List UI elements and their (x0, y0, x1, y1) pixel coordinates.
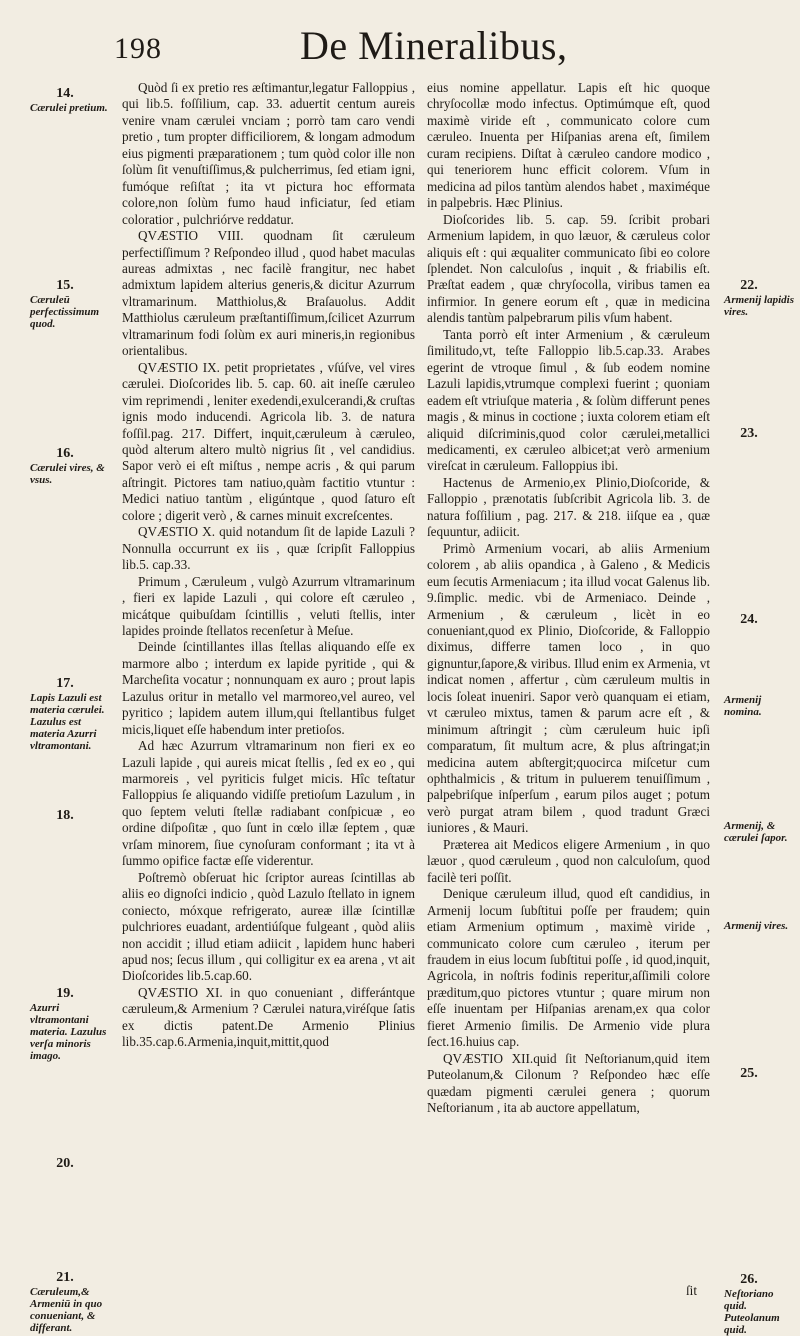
margin-note-text: Azurri vltramontani materia. Lazulus verſa minoris imago. (30, 1002, 107, 1062)
paragraph: eius nomine appellatur. Lapis eſt hic quoque chryſocollæ modo infectus. Optimúmque eſt, quod maximè viride eſt , communicato colore cum cæruleo. Inuenta per Hiſpanias arena eſt, ſimilem curam recipiens. Diſtat à cæruleo candore modico , qui teneriorem hunc efficit colorem. Vſum in medicina ad pilos tantùm alendos habet , maximéque in palpebris. Hæc Plinius. (427, 80, 710, 211)
margin-note (30, 676, 118, 752)
paragraph: Denique cæruleum illud, quod eſt candidius, in Armenij locum ſubſtitui poſſe per fraudem; quin etiam Armenium optimum , maximè viride , communicato colore cum cæruleo , iterum per fraudem in eius locum ſubſtitui poſſe , id quod,inquit, Agricola, in noſtris fodinis reperitur,aſſimili colore præditum,quo pictores vtuntur ; quare mirum non eſſe inuentam per Hiſpanias arenam,ex qua color fieret Armenio ſimilis. De Armenio vide plura ſect.16.huius cap. (427, 886, 710, 1050)
margin-note-number: 21. (56, 1270, 74, 1285)
paragraph: Tanta porrò eſt inter Armenium , & cæruleum ſimilitudo,vt, teſte Falloppio lib.5.cap.33. Arabes egerint de vtroque ſimul , & ſub eodem nomine Lazuli lapidis,vtrumque complexi fuerint ; quoniam eadem eſt vtriuſque materia , & ſolùm differunt penes magis , & minus in coctione ; iuxta colorem etiam eſt aliquid diſcriminis,quod color cærulei,metallici medicamenti, ex cæruleo albicet;at verò armenium vireſcat in cæruleum. Falloppius ibi. (427, 326, 710, 474)
margin-note-number: 26. (740, 1272, 758, 1287)
margin-note-number: 25. (740, 1066, 758, 1081)
right-margin-notes (724, 80, 794, 1336)
paragraph: Quòd ſi ex pretio res æſtimantur,legatur Falloppius , qui lib.5. foſſilium, cap. 33. aduertit centum aureis venire vnam cærulei vnciam ; porrò tam caro vendi pretio , tum propter difficiliorem, & longam admodum eius pigmenti præparationem ; tum quòd color ille non ſolùm ſit venuſtiſſimus,& pulcherrimus, ſed etiam igni, fumóque reſiſtat ; ita vt pictura hoc efformata colore,non ſolùm fumo haud inficiatur, ſed etiam coloratior , pulchriórve reddatur. (122, 80, 415, 227)
left-column (122, 80, 415, 1051)
paragraph: QVÆSTIO XII.quid ſit Neſtorianum,quid item Puteolanum,& Cilonum ? Reſpondeo hæc eſſe quædam pigmenti cærulei genera ; quorum Neſtorianum , ita ab auctore appellatum, (427, 1050, 710, 1116)
paragraph: Dioſcorides lib. 5. cap. 59. ſcribit probari Armenium lapidem, in quo læuor, & cæruleus color aliquis eſt : qui æqualiter communicato ſibi eo colore ſplendet. Non calculoſus , inquit , & friabilis eſt. Præſtat eadem , quæ chryſocolla, viribus tamen ea infirmior. In genere eorum eſt , quæ in medicina alendis tantùm palpebrarum pilis vſum habent. (427, 211, 710, 326)
margin-note (724, 820, 794, 844)
page-number: 198 (114, 32, 162, 65)
paragraph: Ad hæc Azurrum vltramarinum non fieri ex eo Lazuli lapide , qui aureis micat ſtellis , ſed ex eo , qui marmoreis , vel pyriticis fulget micis. Hîc teſtatur Falloppius ſe aliquando vidiſſe pretioſum Lazulum , in quo ſeptem veluti ſtellæ radiabant conſpicuæ , eo ordine diſpoſitæ , quo ſunt in cœlo illæ ſeptem , quæ vrſam minorem, ſiue cynoſuram conformant ; ita vt à ſummo opifice factæ eſſe viderentur. (122, 738, 415, 869)
margin-note-text: Armenij nomina. (724, 694, 762, 718)
paragraph: Primum , Cæruleum , vulgò Azurrum vltramarinum , fieri ex lapide Lazuli , qui colore eſt cæruleo , micátque quibuſdam ſcintillis , veluti ſtellis, inter lapides proinde ſtellatos recenſetur à Meſue. (122, 573, 415, 638)
margin-note-text: Lapis Lazuli est materia cærulei. Lazulus est materia Azurri vltramontani. (30, 692, 105, 752)
left-margin-notes (30, 80, 118, 1334)
margin-note-number: 16. (56, 446, 74, 461)
margin-note (30, 808, 118, 824)
margin-note (30, 1270, 118, 1334)
paragraph: Deinde ſcintillantes illas ſtellas aliquando eſſe ex marmore albo ; interdum ex lapide pyritide , qui & Marcheſita vocatur ; nonnunquam ex auro ; prout lapis Lazulus oritur in metallo vel marmoreo,vel aureo, vel pyritico ; lapidem autem illum,qui ſtellantibus fulget micis,liquet eſſe habendum inter pretioſos. (122, 639, 415, 737)
margin-note-number: 14. (56, 86, 74, 101)
margin-note-text: Neſtoriano quid. Puteolanum quid. (724, 1288, 780, 1336)
margin-note (30, 1156, 118, 1172)
paragraph: Primò Armenium vocari, ab aliis Armenium colorem , ab aliis opandica , à Galeno , & Medicis eum ſecutis Armeniacum ; ita illud vocat Galenus lib. 9.ſimplic. medic. vbi de Armeniaco. Deinde , Armenium , & cæruleum , licèt in eo conueniant,quod ex Plinio, Dioſcoride, & Falloppio diximus, differre tamen loco , in quo gignuntur,ſapore,& viribus. Illud enim ex Armenia, vt indicat nomen , affertur , cùm cæruleum multis in locis ſoleat inueniri. Sapor verò quanquam ei etiam, vt cæruleo mixtus, tamen & parum acre eſt , & minimum aſtringit ; cùm cæruleum huic ipſi comparatum, ſit multum acre, & plus aſtringat;in medicina autem abſtergit;quocirca miſcetur cum ophthalmicis , & tritum in puluerem tenuiſſimum , palpebriſque inſperſum , earum pilos auget ; potum verò purgat atram bilem , quod tradunt Græci iuniores , & Mauri. (427, 540, 710, 836)
paragraph: Poſtremò obſeruat hic ſcriptor aureas ſcintillas ab aliis eo dignoſci indicio , quòd Lazulo ſtellato in ignem coniecto, móxque refrigerato, aureæ illæ ſcintillæ pulchriores euadant, ardentiúſque fulgeant , quòd aliis non accidit ; illud etiam adiicit , lapidem hunc haberi apud nos; ſecus illum , qui colligitur ex ea arena , vt ait Dioſcorides lib.5.cap.60. (122, 869, 415, 984)
margin-note-number: 15. (56, 278, 74, 293)
margin-note (30, 446, 118, 486)
paragraph: Hactenus de Armenio,ex Plinio,Dioſcoride, & Falloppio , prænotatis ſubſcribit Agricola lib. 3. de natura foſſilium , pag. 217. & 218. iiſque ea , quæ ſequuntur, adiicit. (427, 474, 710, 540)
margin-note (724, 612, 794, 628)
margin-note-number: 17. (56, 676, 74, 691)
margin-note-number: 18. (56, 808, 74, 823)
margin-note (30, 86, 118, 114)
margin-note-text: Cæruleum,& Armeniū in quo conueniant, & differant. (30, 1286, 103, 1334)
margin-note-number: 23. (740, 426, 758, 441)
margin-note-text: Armenij lapidis vires. (724, 294, 794, 318)
paragraph: Præterea ait Medicos eligere Armenium , in quo læuor , quod cæruleum , quod non calculoſum, quod facilè teri poſſit. (427, 836, 710, 885)
margin-note-text: Cæruleū perfectissimum quod. (30, 294, 100, 330)
margin-note (724, 920, 794, 932)
margin-note-number: 24. (740, 612, 758, 627)
margin-note (724, 1066, 794, 1082)
margin-note (30, 278, 118, 330)
running-title: De Mineralibus, (300, 23, 568, 68)
right-column (427, 80, 710, 1117)
paragraph: QVÆSTIO IX. petit proprietates , vſúſve, vel vires cærulei. Dioſcorides lib. 5. cap. 60. ait ineſſe cæruleo vim reprimendi , leniter exedendi,exulcerandi,& cruſtas ignis modo inducendi. Agricola lib. 3. de natura foſſil.pag. 217. Differt, inquit,cæruleum à cæruleo, quòd alterum altero multò nigrius ſit , vel candidius. Sapor verò ei eſt miſtus , nempe acris , & qui parum aſtringit. Pictores tam natiuo,quàm factitio vtuntur : Medici natiuo tantùm , eligúntque , quod ſaturo eſt colore ; digerit verò , & carnes minuit excreſcentes. (122, 359, 415, 523)
margin-note-number: 22. (740, 278, 758, 293)
margin-note-number: 19. (56, 986, 74, 1001)
margin-note (724, 1272, 794, 1336)
margin-note-text: Cærulei vires, & vsus. (30, 462, 105, 486)
margin-note-text: Armenij vires. (724, 920, 789, 932)
margin-note-number: 20. (56, 1156, 74, 1171)
page-header (0, 0, 800, 72)
paragraph: QVÆSTIO X. quid notandum ſit de lapide Lazuli ? Nonnulla occurrunt ex iis , quæ ſcripſit Falloppius lib.5. cap.33. (122, 524, 415, 573)
catchword: ſit (686, 1283, 697, 1298)
margin-note-text: Armenij, & cærulei ſapor. (724, 820, 788, 844)
margin-note (724, 278, 794, 318)
margin-note (724, 426, 794, 442)
paragraph: QVÆSTIO VIII. quodnam ſit cæruleum perfectiſſimum ? Reſpondeo illud , quod habet maculas aureas admixtas , nec facilè frangitur, nec habet admixtum lapidem alterius generis,& dicitur Azurrum vltramarinum. Matthiolus,& Braſauolus. Addit Matthiolus cæruleum præſtantiſſimum,ſcilicet Azurrum vltramarinum fodi ſolùm ex auri mineris,in regionibus orientalibus. (122, 228, 415, 359)
paragraph: QVÆSTIO XI. in quo conueniant , differántque cæruleum,& Armenium ? Cærulei natura,viréſque ſatis ex dictis patent.De Armenio Plinius lib.35.cap.6.Armenia,inquit,mittit,quod (122, 984, 415, 1050)
margin-note (30, 986, 118, 1062)
margin-note-text: Cærulei pretium. (30, 102, 108, 114)
margin-note (724, 694, 794, 718)
